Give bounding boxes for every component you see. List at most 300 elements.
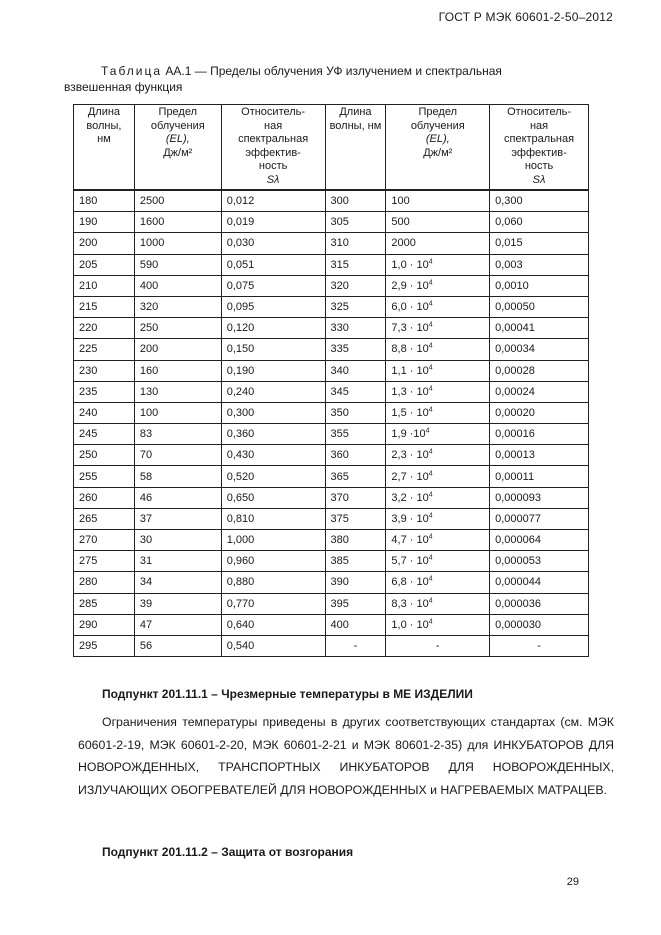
table-cell [221, 296, 325, 317]
cell-value: 265 [79, 512, 98, 525]
table-cell [221, 233, 325, 254]
header-line: волны, нм [329, 119, 382, 132]
table-cell [221, 275, 325, 296]
cell-value: 280 [79, 576, 98, 589]
header-relative-2 [490, 105, 589, 191]
cell-value: 320 [330, 279, 349, 292]
cell-value: 6,0 · 10 [391, 301, 429, 314]
cell-value: 390 [330, 576, 349, 589]
table-row [74, 402, 589, 423]
cell-value: - [353, 640, 358, 653]
table-cell [490, 318, 589, 339]
table-cell [490, 572, 589, 593]
cell-value: 70 [139, 449, 153, 462]
table-cell [134, 635, 221, 656]
table-cell [386, 424, 490, 445]
table-cell [221, 551, 325, 572]
cell-exponent: 4 [428, 575, 433, 583]
table-cell [74, 360, 135, 381]
table-cell [386, 572, 490, 593]
table-cell [74, 614, 135, 635]
cell-value: 0,190 [226, 364, 255, 377]
cell-value: 270 [79, 534, 98, 547]
cell-value: 180 [79, 195, 98, 208]
cell-value: 0,640 [226, 618, 255, 631]
table-cell [74, 593, 135, 614]
cell-value: 0,00016 [495, 428, 535, 441]
cell-value: 500 [391, 216, 410, 229]
table-cell [386, 487, 490, 508]
cell-exponent: 4 [428, 279, 433, 287]
table-cell [221, 635, 325, 656]
table-cell [490, 339, 589, 360]
table-cell [221, 614, 325, 635]
table-cell [325, 339, 386, 360]
cell-value: 5,7 · 10 [391, 555, 429, 568]
table-cell [386, 318, 490, 339]
table-cell [325, 381, 386, 402]
table-caption [64, 63, 564, 95]
cell-value: 215 [79, 301, 98, 314]
cell-value: 1,0 · 10 [391, 618, 429, 631]
table-cell [134, 233, 221, 254]
cell-value: 400 [139, 279, 159, 292]
cell-value: 8,3 · 10 [391, 597, 429, 610]
header-line: волны, [86, 119, 122, 132]
cell-value: 100 [139, 406, 159, 419]
cell-value: 190 [79, 216, 98, 229]
header-line: облучения [150, 119, 205, 132]
cell-value: 380 [330, 534, 349, 547]
table-cell [74, 275, 135, 296]
table-cell [386, 445, 490, 466]
table-cell [221, 381, 325, 402]
table-row [74, 466, 589, 487]
table-cell [134, 190, 221, 212]
cell-value: 1,3 · 10 [391, 385, 429, 398]
table-row [74, 487, 589, 508]
cell-value: 47 [139, 618, 153, 631]
table-cell [74, 530, 135, 551]
cell-value: 245 [79, 428, 98, 441]
table-cell [221, 508, 325, 529]
cell-value: 260 [79, 491, 98, 504]
table-row [74, 381, 589, 402]
table-cell [221, 530, 325, 551]
table-cell [134, 275, 221, 296]
table-header-row [74, 105, 589, 191]
header-line: Длина [87, 106, 121, 118]
header-line: Относитель- [241, 106, 306, 118]
table-cell [490, 424, 589, 445]
cell-exponent: 4 [428, 512, 433, 520]
cell-exponent: 4 [428, 533, 433, 541]
cell-value: 0,0010 [495, 279, 529, 292]
cell-value: 240 [79, 406, 98, 419]
table-cell [134, 360, 221, 381]
table-cell [325, 275, 386, 296]
header-line: Длина [339, 106, 372, 118]
table-cell [74, 233, 135, 254]
table-row [74, 635, 589, 656]
table-cell [74, 572, 135, 593]
cell-exponent: 4 [428, 363, 433, 371]
cell-value: 0,00020 [495, 406, 535, 419]
table-cell [490, 360, 589, 381]
table-cell [134, 445, 221, 466]
table-cell [134, 508, 221, 529]
cell-value: 100 [391, 195, 410, 208]
table-cell [386, 551, 490, 572]
cell-value: 0,540 [226, 640, 255, 653]
cell-value: 0,810 [226, 512, 255, 525]
table-cell [490, 233, 589, 254]
table-cell [325, 593, 386, 614]
table-cell [221, 254, 325, 275]
table-cell [386, 614, 490, 635]
table-row [74, 296, 589, 317]
cell-value: 0,00024 [495, 385, 535, 398]
table-cell [74, 424, 135, 445]
cell-value: 2500 [139, 195, 165, 208]
table-cell [325, 190, 386, 212]
cell-exponent: 4 [428, 300, 433, 308]
cell-value: 0,150 [226, 343, 255, 356]
table-cell [221, 424, 325, 445]
table-cell [490, 530, 589, 551]
cell-value: 305 [330, 216, 349, 229]
table-row [74, 424, 589, 445]
cell-value: 1,9 ·10 [391, 428, 426, 441]
cell-value: 315 [330, 258, 349, 271]
table-cell [221, 593, 325, 614]
cell-value: 1,5 · 10 [391, 406, 429, 419]
cell-value: 0,960 [226, 555, 255, 568]
cell-value: - [435, 640, 440, 653]
cell-value: 0,015 [495, 237, 523, 250]
table-cell [134, 530, 221, 551]
cell-value: 0,00028 [495, 364, 535, 377]
table-row [74, 360, 589, 381]
cell-value: 0,520 [226, 470, 255, 483]
table-cell [325, 445, 386, 466]
cell-value: 0,650 [226, 491, 255, 504]
cell-value: 0,300 [226, 406, 255, 419]
table-cell [134, 318, 221, 339]
cell-value: 34 [139, 576, 153, 589]
cell-exponent: 4 [428, 448, 433, 456]
cell-value: 7,3 · 10 [391, 322, 429, 335]
uv-exposure-table [73, 104, 589, 657]
table-cell [134, 212, 221, 233]
table-cell [221, 402, 325, 423]
table-cell [221, 318, 325, 339]
cell-value: 0,00041 [495, 322, 535, 335]
cell-value: 2000 [391, 237, 416, 250]
table-cell [490, 212, 589, 233]
table-cell [221, 190, 325, 212]
table-cell [325, 487, 386, 508]
header-line: ная [264, 119, 283, 132]
table-cell [74, 445, 135, 466]
header-wavelength-2 [325, 105, 386, 191]
cell-value: 0,00050 [495, 301, 535, 314]
header-line: Sλ [532, 173, 546, 186]
table-cell [490, 296, 589, 317]
table-cell [74, 296, 135, 317]
header-line: спектральная [504, 133, 575, 145]
table-cell [221, 572, 325, 593]
table-cell [490, 466, 589, 487]
cell-value: 365 [330, 470, 349, 483]
cell-value: 0,360 [226, 428, 255, 441]
table-cell [490, 614, 589, 635]
table-row [74, 212, 589, 233]
table-cell [325, 530, 386, 551]
table-cell [134, 551, 221, 572]
table-row [74, 445, 589, 466]
table-cell [74, 635, 135, 656]
cell-value: 285 [79, 597, 98, 610]
table-row [74, 190, 589, 212]
header-line: эффектив- [245, 146, 301, 159]
cell-value: 290 [79, 618, 98, 631]
cell-value: 225 [79, 343, 98, 356]
cell-value: 160 [139, 364, 159, 377]
table-cell [325, 233, 386, 254]
header-line: эффектив- [511, 146, 567, 159]
cell-exponent: 4 [425, 427, 430, 435]
header-line: ная [529, 119, 549, 132]
header-line: (EL), [425, 133, 450, 145]
table-cell [325, 508, 386, 529]
table-cell [386, 530, 490, 551]
cell-value: 0,120 [226, 322, 255, 335]
cell-value: 0,300 [495, 195, 523, 208]
cell-value: 83 [139, 428, 153, 441]
cell-value: 250 [139, 322, 159, 335]
header-line: Дж/м² [423, 146, 453, 159]
cell-value: 350 [330, 406, 349, 419]
cell-exponent: 4 [428, 385, 433, 393]
header-line: (EL), [165, 133, 190, 145]
table-cell [325, 614, 386, 635]
table-cell [74, 466, 135, 487]
table-cell [490, 275, 589, 296]
table-cell [325, 466, 386, 487]
cell-value: 395 [330, 597, 349, 610]
table-row [74, 233, 589, 254]
cell-value: 0,000053 [495, 555, 541, 568]
cell-value: 1000 [139, 237, 165, 250]
cell-value: 6,8 · 10 [391, 576, 429, 589]
cell-value: 255 [79, 470, 98, 483]
table-cell [386, 508, 490, 529]
table-cell [325, 254, 386, 275]
cell-value: 0,051 [226, 258, 255, 271]
cell-value: 0,000030 [495, 618, 541, 631]
table-cell [490, 593, 589, 614]
table-cell [134, 296, 221, 317]
table-cell [386, 233, 490, 254]
cell-value: 210 [79, 279, 98, 292]
cell-exponent: 4 [428, 321, 433, 329]
table-cell [490, 254, 589, 275]
table-cell [74, 318, 135, 339]
table-cell [134, 487, 221, 508]
cell-value: 0,240 [226, 385, 255, 398]
header-line: Предел [418, 106, 457, 118]
table-row [74, 254, 589, 275]
cell-exponent: 4 [428, 258, 433, 265]
table-cell [386, 254, 490, 275]
table-row [74, 508, 589, 529]
cell-exponent: 4 [428, 491, 433, 499]
cell-value: 2,3 · 10 [391, 449, 429, 462]
cell-value: 1,000 [226, 534, 255, 547]
table-cell [325, 318, 386, 339]
header-relative-1 [221, 105, 325, 191]
table-cell [134, 339, 221, 360]
table-cell [386, 275, 490, 296]
caption-prefix: Таблица [101, 64, 163, 78]
cell-value: 0,075 [226, 279, 255, 292]
cell-exponent: 4 [428, 469, 433, 477]
page-number: 29 [566, 876, 579, 888]
table-cell [74, 381, 135, 402]
cell-value: 310 [330, 237, 349, 250]
table-cell [386, 339, 490, 360]
table-cell [134, 254, 221, 275]
table-cell [386, 360, 490, 381]
table-cell [325, 551, 386, 572]
cell-exponent: 4 [428, 618, 433, 626]
table-cell [490, 190, 589, 212]
table-cell [74, 551, 135, 572]
header-wavelength-1 [74, 105, 135, 191]
cell-value: 235 [79, 385, 98, 398]
table-cell [74, 190, 135, 212]
cell-value: 230 [79, 364, 98, 377]
cell-value: 8,8 · 10 [391, 343, 429, 356]
cell-value: 220 [79, 322, 98, 335]
table-cell [134, 402, 221, 423]
cell-value: 0,019 [226, 216, 255, 229]
table-cell [74, 508, 135, 529]
cell-value: 0,095 [226, 301, 255, 314]
cell-value: 2,7 · 10 [391, 470, 429, 483]
cell-value: 360 [330, 449, 349, 462]
header-line: ность [258, 160, 288, 172]
table-cell [221, 212, 325, 233]
table-cell [490, 551, 589, 572]
table-cell [74, 212, 135, 233]
caption-title: АА.1 — Пределы облучения УФ излучением и спектральная [162, 64, 502, 78]
table-cell [490, 487, 589, 508]
cell-value: - [537, 640, 541, 653]
cell-exponent: 4 [428, 342, 433, 350]
header-line: спектральная [238, 133, 309, 145]
table-cell [134, 381, 221, 402]
cell-value: 0,430 [226, 449, 255, 462]
table-cell [325, 296, 386, 317]
cell-value: 1600 [139, 216, 165, 229]
cell-value: 3,2 · 10 [391, 491, 429, 504]
cell-value: 0,000077 [495, 512, 541, 525]
cell-value: 1,1 · 10 [391, 364, 429, 377]
table-cell [221, 445, 325, 466]
table-row [74, 593, 589, 614]
table-cell [490, 635, 589, 656]
section-heading-201-11-1: Подпункт 201.11.1 – Чрезмерные температуры в МЕ ИЗДЕЛИИ [102, 687, 473, 701]
header-line: Sλ [266, 173, 280, 186]
table-cell [134, 466, 221, 487]
table-cell [221, 360, 325, 381]
table-cell [386, 381, 490, 402]
table-row [74, 339, 589, 360]
table-cell [490, 445, 589, 466]
table-cell [325, 572, 386, 593]
cell-value: 345 [330, 385, 349, 398]
cell-value: 375 [330, 512, 349, 525]
cell-value: 325 [330, 301, 349, 314]
cell-value: 300 [330, 195, 349, 208]
table-cell [325, 402, 386, 423]
document-id: ГОСТ Р МЭК 60601-2-50–2012 [438, 10, 613, 24]
cell-value: 200 [79, 237, 98, 250]
cell-value: 0,770 [226, 597, 255, 610]
cell-value: 250 [79, 449, 98, 462]
caption-line2: взвешенная функция [64, 80, 183, 94]
cell-value: 370 [330, 491, 349, 504]
cell-value: 0,000036 [495, 597, 541, 610]
cell-value: 330 [330, 322, 349, 335]
table-row [74, 551, 589, 572]
cell-exponent: 4 [428, 406, 433, 414]
header-line: облучения [410, 119, 465, 132]
cell-value: 4,7 · 10 [391, 534, 429, 547]
header-exposure-1 [134, 105, 221, 191]
cell-exponent: 4 [428, 597, 433, 604]
table-cell [325, 212, 386, 233]
cell-exponent: 4 [428, 554, 433, 562]
table-cell [74, 402, 135, 423]
table-cell [386, 402, 490, 423]
header-line: Предел [158, 106, 198, 118]
cell-value: 0,000064 [495, 534, 541, 547]
header-line: Дж/м² [163, 146, 193, 159]
table-row [74, 318, 589, 339]
cell-value: 0,00011 [495, 470, 535, 483]
table-row [74, 275, 589, 296]
cell-value: 39 [139, 597, 153, 610]
cell-value: 340 [330, 364, 349, 377]
table-cell [134, 572, 221, 593]
table-cell [386, 466, 490, 487]
cell-value: 0,003 [495, 258, 523, 271]
cell-value: 2,9 · 10 [391, 279, 429, 292]
header-line: Относитель- [507, 106, 572, 118]
section-heading-201-11-2: Подпункт 201.11.2 – Защита от возгорания [102, 845, 354, 859]
cell-value: 0,880 [226, 576, 255, 589]
cell-value: 320 [139, 301, 159, 314]
cell-value: 590 [139, 258, 159, 271]
cell-value: 275 [79, 555, 98, 568]
table-cell [386, 296, 490, 317]
cell-value: 0,000044 [495, 576, 541, 589]
cell-value: 56 [139, 640, 153, 653]
header-exposure-2 [386, 105, 490, 191]
